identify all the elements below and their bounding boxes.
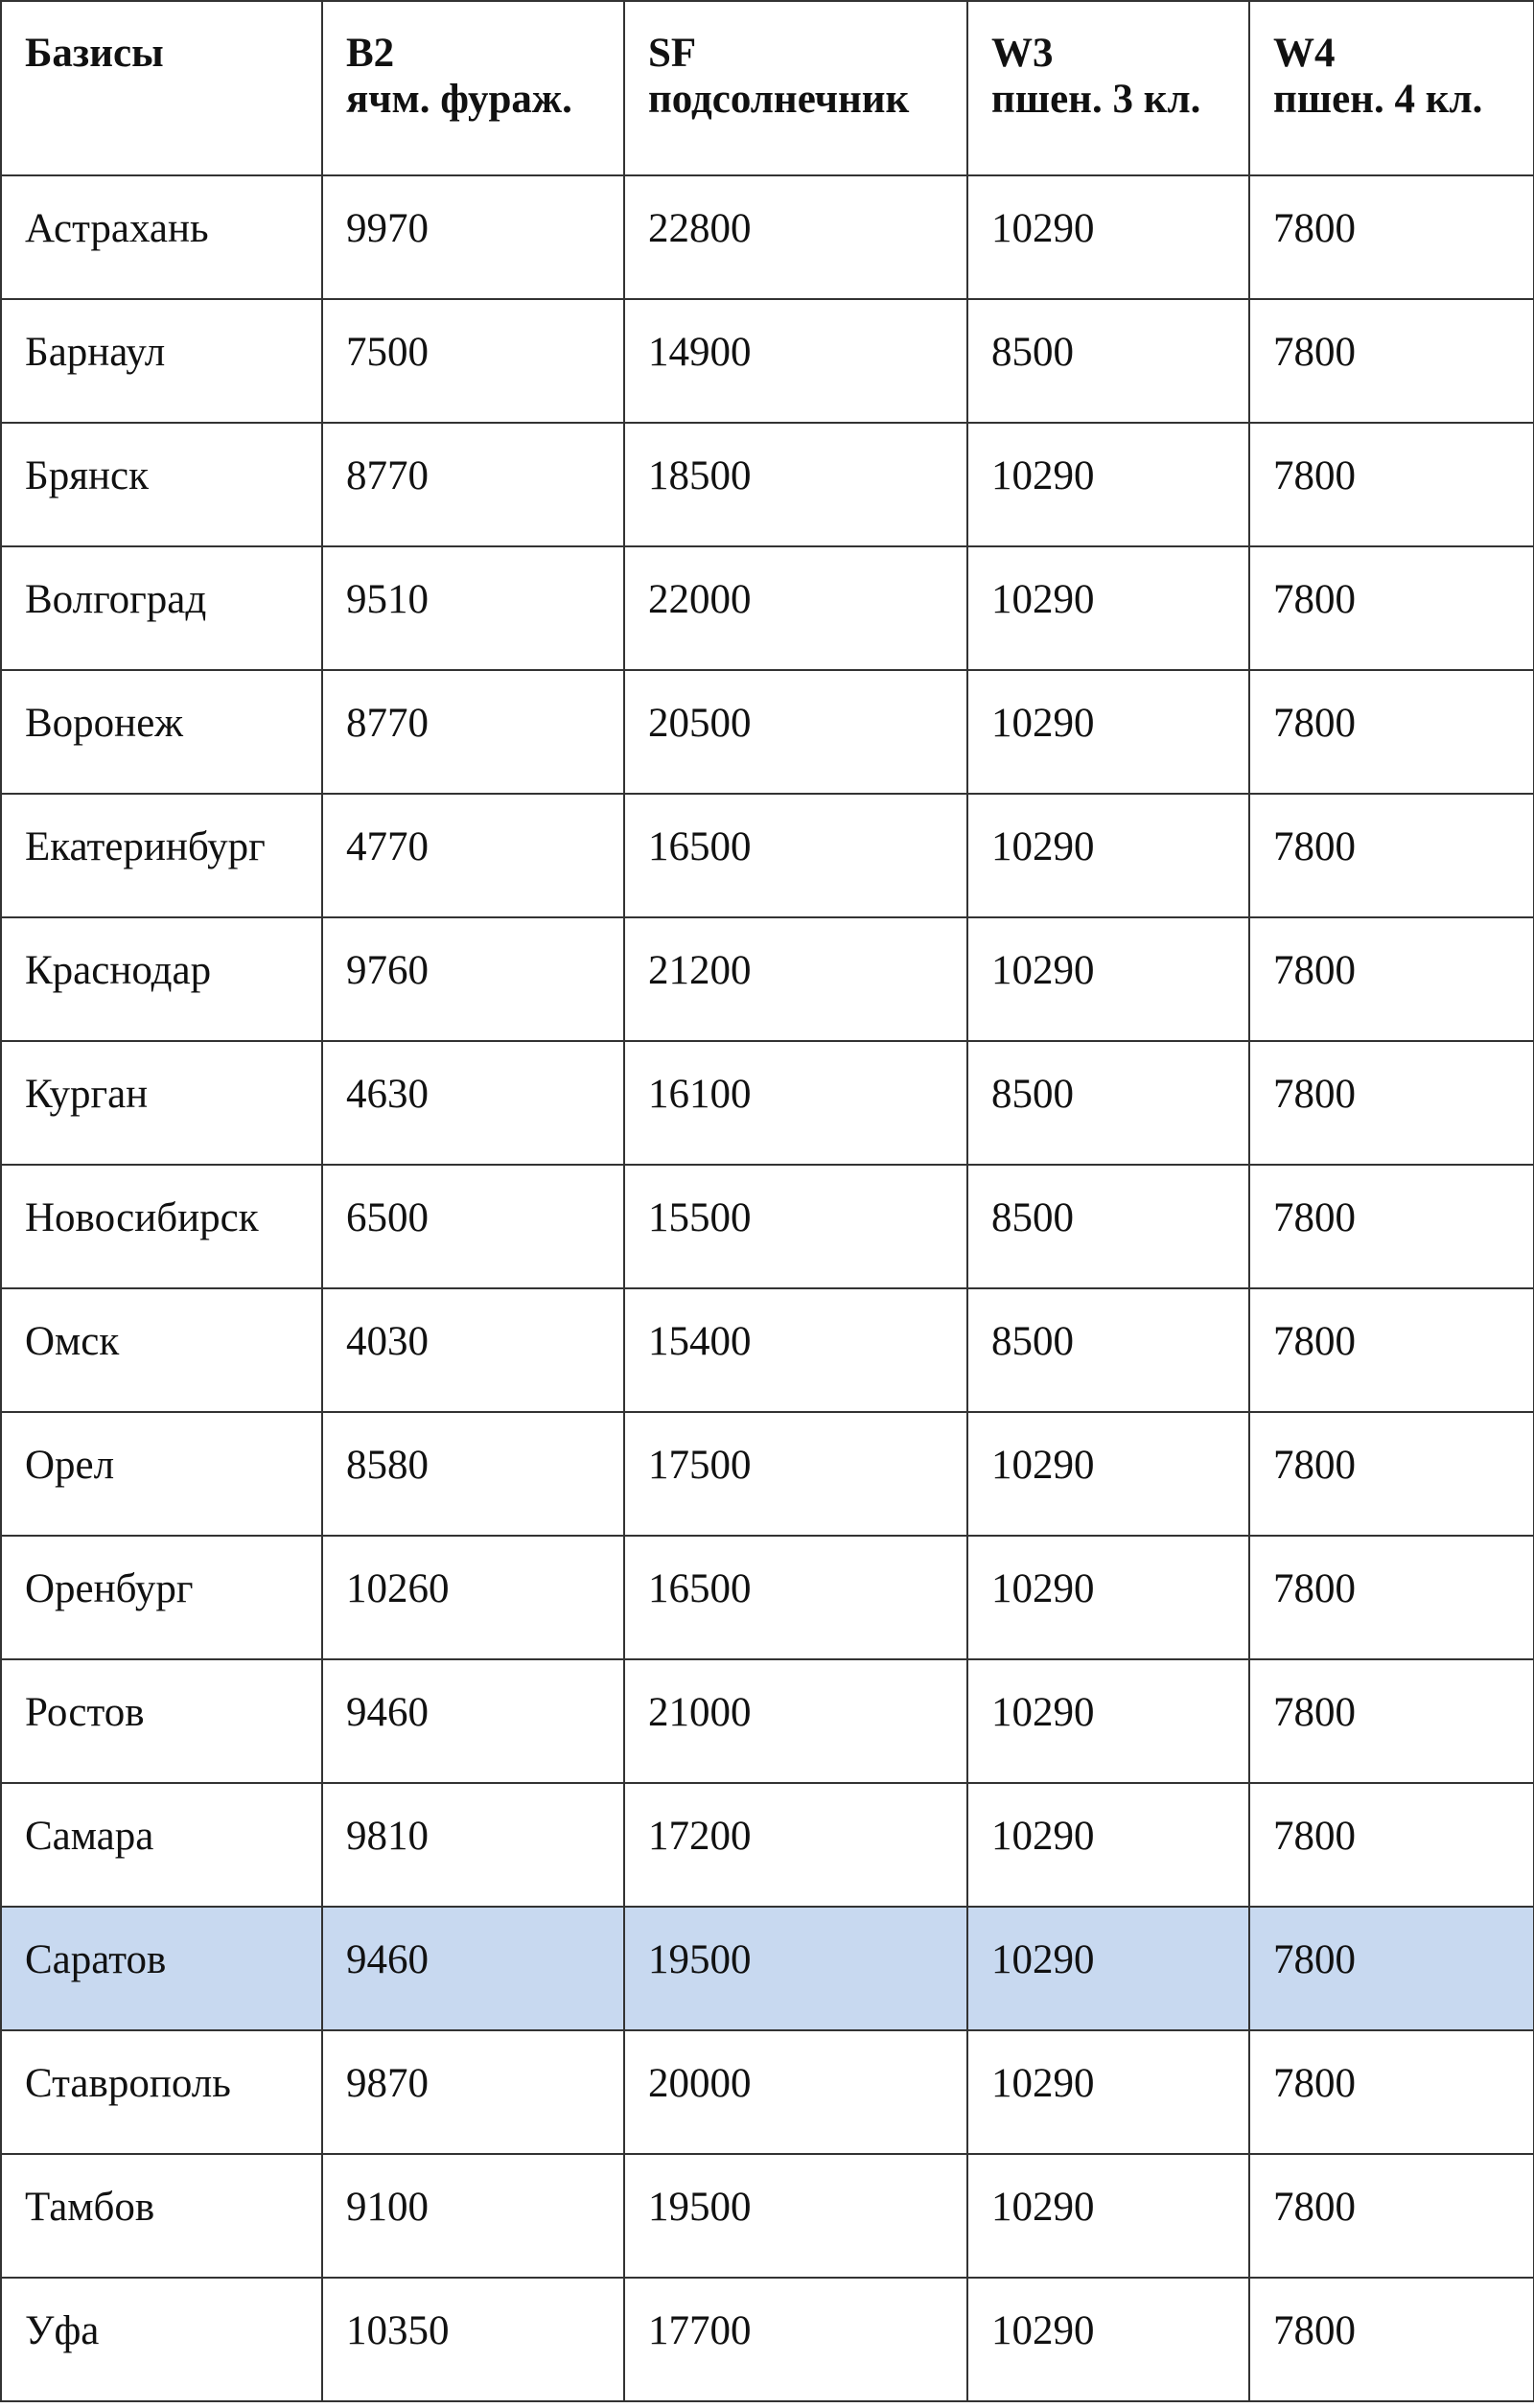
cell-sf: 14900: [624, 299, 967, 423]
cell-b2: 4770: [322, 794, 624, 917]
header-b2-code: B2: [346, 31, 395, 76]
cell-w4: 7800: [1249, 2154, 1534, 2278]
cell-sf: 16500: [624, 794, 967, 917]
cell-city: Уфа: [1, 2278, 322, 2401]
table-row-highlighted: [1, 1907, 1534, 2030]
cell-sf: 18500: [624, 423, 967, 546]
cell-sf: 17700: [624, 2278, 967, 2401]
cell-city: Новосибирск: [1, 1165, 322, 1288]
cell-b2: 9510: [322, 546, 624, 670]
header-bases: [1, 1, 322, 175]
cell-w3: 10290: [967, 1907, 1249, 2030]
cell-w4: 7800: [1249, 1165, 1534, 1288]
table-row: [1, 546, 1534, 670]
cell-city: Краснодар: [1, 917, 322, 1041]
cell-w4: 7800: [1249, 1412, 1534, 1536]
table-row: [1, 1165, 1534, 1288]
cell-w4: 7800: [1249, 794, 1534, 917]
cell-w4: 7800: [1249, 423, 1534, 546]
cell-w4: 7800: [1249, 2030, 1534, 2154]
cell-city: Оренбург: [1, 1536, 322, 1659]
cell-w4: 7800: [1249, 175, 1534, 299]
header-w3: [967, 1, 1249, 175]
cell-b2: 10260: [322, 1536, 624, 1659]
cell-city: Тамбов: [1, 2154, 322, 2278]
cell-w4: 7800: [1249, 1783, 1534, 1907]
header-b2-desc: ячм. фураж.: [346, 77, 572, 122]
table-row: [1, 1412, 1534, 1536]
cell-w3: 10290: [967, 423, 1249, 546]
cell-city: Ставрополь: [1, 2030, 322, 2154]
cell-b2: 8580: [322, 1412, 624, 1536]
cell-sf: 15400: [624, 1288, 967, 1412]
cell-city: Астрахань: [1, 175, 322, 299]
header-sf-code: SF: [648, 31, 697, 76]
cell-city: Ростов: [1, 1659, 322, 1783]
cell-w3: 10290: [967, 670, 1249, 794]
header-w4-desc: пшен. 4 кл.: [1273, 77, 1483, 122]
table-row: [1, 1536, 1534, 1659]
table-row: [1, 1659, 1534, 1783]
cell-b2: 4630: [322, 1041, 624, 1165]
header-sf: [624, 1, 967, 175]
cell-city: Екатеринбург: [1, 794, 322, 917]
table-row: [1, 1041, 1534, 1165]
cell-w4: 7800: [1249, 299, 1534, 423]
cell-b2: 9460: [322, 1659, 624, 1783]
cell-w3: 10290: [967, 2278, 1249, 2401]
header-row: [1, 1, 1534, 175]
cell-sf: 22000: [624, 546, 967, 670]
cell-w3: 10290: [967, 1783, 1249, 1907]
cell-sf: 20000: [624, 2030, 967, 2154]
cell-w3: 10290: [967, 1412, 1249, 1536]
cell-sf: 16100: [624, 1041, 967, 1165]
cell-sf: 17500: [624, 1412, 967, 1536]
cell-sf: 21200: [624, 917, 967, 1041]
header-w3-desc: пшен. 3 кл.: [991, 77, 1201, 122]
cell-w3: 8500: [967, 1288, 1249, 1412]
cell-b2: 9810: [322, 1783, 624, 1907]
cell-w3: 8500: [967, 1165, 1249, 1288]
header-b2: [322, 1, 624, 175]
table-row: [1, 670, 1534, 794]
cell-sf: 21000: [624, 1659, 967, 1783]
cell-w3: 10290: [967, 1659, 1249, 1783]
cell-w4: 7800: [1249, 917, 1534, 1041]
cell-w3: 10290: [967, 2154, 1249, 2278]
cell-sf: 16500: [624, 1536, 967, 1659]
cell-w4: 7800: [1249, 1288, 1534, 1412]
table-row: [1, 1783, 1534, 1907]
table-row: [1, 1288, 1534, 1412]
cell-w3: 10290: [967, 546, 1249, 670]
cell-city: Саратов: [1, 1907, 322, 2030]
cell-b2: 4030: [322, 1288, 624, 1412]
cell-b2: 10350: [322, 2278, 624, 2401]
table-row: [1, 2154, 1534, 2278]
cell-city: Воронеж: [1, 670, 322, 794]
cell-sf: 17200: [624, 1783, 967, 1907]
cell-city: Самара: [1, 1783, 322, 1907]
cell-w4: 7800: [1249, 1536, 1534, 1659]
cell-city: Орел: [1, 1412, 322, 1536]
cell-w4: 7800: [1249, 1659, 1534, 1783]
cell-b2: 6500: [322, 1165, 624, 1288]
cell-b2: 8770: [322, 423, 624, 546]
cell-w4: 7800: [1249, 670, 1534, 794]
cell-b2: 9100: [322, 2154, 624, 2278]
cell-city: Курган: [1, 1041, 322, 1165]
cell-sf: 19500: [624, 2154, 967, 2278]
cell-w3: 10290: [967, 2030, 1249, 2154]
cell-city: Брянск: [1, 423, 322, 546]
cell-b2: 9870: [322, 2030, 624, 2154]
cell-b2: 9460: [322, 1907, 624, 2030]
cell-b2: 7500: [322, 299, 624, 423]
cell-sf: 22800: [624, 175, 967, 299]
cell-sf: 15500: [624, 1165, 967, 1288]
cell-w4: 7800: [1249, 2278, 1534, 2401]
table-row: [1, 917, 1534, 1041]
cell-city: Барнаул: [1, 299, 322, 423]
header-sf-desc: подсолнечник: [648, 77, 910, 122]
cell-w3: 10290: [967, 917, 1249, 1041]
table-row: [1, 423, 1534, 546]
header-w4-code: W4: [1273, 31, 1336, 76]
table-body: [1, 175, 1534, 2401]
table-row: [1, 2278, 1534, 2401]
cell-city: Волгоград: [1, 546, 322, 670]
header-bases-label: Базисы: [25, 31, 164, 76]
cell-w3: 8500: [967, 299, 1249, 423]
table-row: [1, 794, 1534, 917]
cell-b2: 8770: [322, 670, 624, 794]
cell-w3: 10290: [967, 1536, 1249, 1659]
header-w3-code: W3: [991, 31, 1054, 76]
cell-sf: 20500: [624, 670, 967, 794]
cell-w4: 7800: [1249, 1041, 1534, 1165]
cell-w3: 8500: [967, 1041, 1249, 1165]
table-row: [1, 2030, 1534, 2154]
cell-sf: 19500: [624, 1907, 967, 2030]
cell-b2: 9760: [322, 917, 624, 1041]
cell-city: Омск: [1, 1288, 322, 1412]
cell-w4: 7800: [1249, 546, 1534, 670]
cell-b2: 9970: [322, 175, 624, 299]
cell-w3: 10290: [967, 175, 1249, 299]
table-header: [1, 1, 1534, 175]
cell-w4: 7800: [1249, 1907, 1534, 2030]
cell-w3: 10290: [967, 794, 1249, 917]
table-row: [1, 175, 1534, 299]
header-w4: [1249, 1, 1534, 175]
table-row: [1, 299, 1534, 423]
